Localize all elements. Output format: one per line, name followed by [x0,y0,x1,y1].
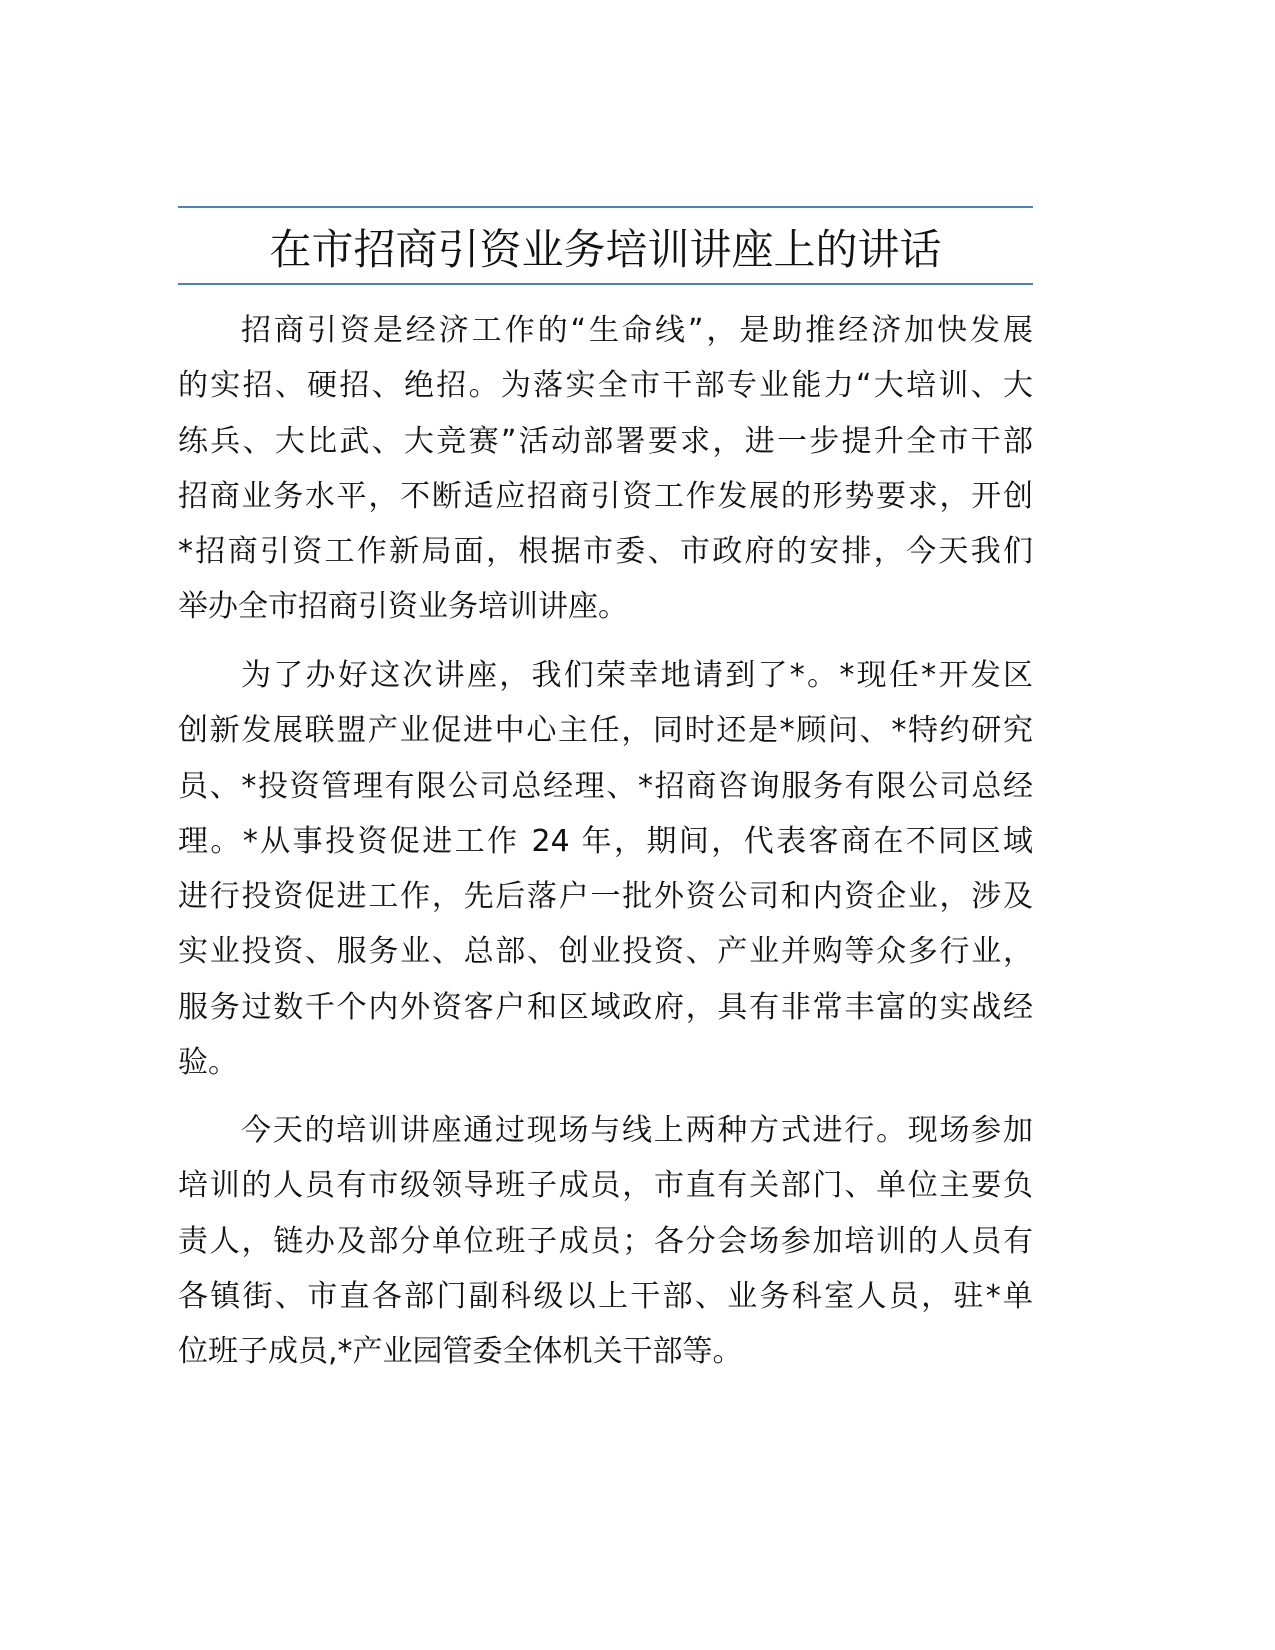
text-line: 今天的培训讲座通过现场与线上两种方式进行。现场参加 [241,1113,1033,1148]
text-line: 举办全市招商引资业务培训讲座。 [178,589,628,625]
text-line: 责人，链办及部分单位班子成员；各分会场参加培训的人员有 [178,1223,1033,1259]
text-line: 培训的人员有市级领导班子成员，市直有关部门、单位主要负 [178,1168,1033,1204]
text-line: 实业投资、服务业、总部、创业投资、产业并购等众多行业， [178,934,1033,970]
text-line: 为了办好这次讲座，我们荣幸地请到了*。*现任*开发区 [241,658,1033,693]
text-line: 的实招、硬招、绝招。为落实全市干部专业能力“大培训、大 [178,368,1033,404]
text-line: 验。 [178,1045,238,1081]
text-line: 创新发展联盟产业促进中心主任，同时还是*顾问、*特约研究 [178,713,1033,749]
text-line: 招商业务水平，不断适应招商引资工作发展的形势要求，开创 [178,478,1033,514]
text-line: 进行投资促进工作，先后落户一批外资公司和内资企业，涉及 [178,879,1033,915]
paragraph-format [178,1103,1033,1379]
title-bottom-rule [178,283,1033,285]
paragraph-intro [178,303,1033,635]
text-line: 员、*投资管理有限公司总经理、*招商咨询服务有限公司总经 [178,768,1033,804]
text-line: 各镇街、市直各部门副科级以上干部、业务科室人员，驻*单 [178,1278,1033,1314]
text-line: 理。*从事投资促进工作 24 年，期间，代表客商在不同区域 [178,823,1033,859]
text-line: 练兵、大比武、大竞赛”活动部署要求，进一步提升全市干部 [178,423,1033,459]
text-line: 招商引资是经济工作的“生命线”，是助推经济加快发展 [241,313,1033,348]
title-top-rule [178,206,1033,208]
text-line: 服务过数千个内外资客户和区域政府，具有非常丰富的实战经 [178,989,1033,1025]
paragraph-speaker [178,648,1033,1090]
text-line: *招商引资工作新局面，根据市委、市政府的安排，今天我们 [178,534,1033,570]
document-title: 在市招商引资业务培训讲座上的讲话 [269,225,942,274]
text-line: 位班子成员,*产业园管委全体机关干部等。 [178,1334,743,1370]
